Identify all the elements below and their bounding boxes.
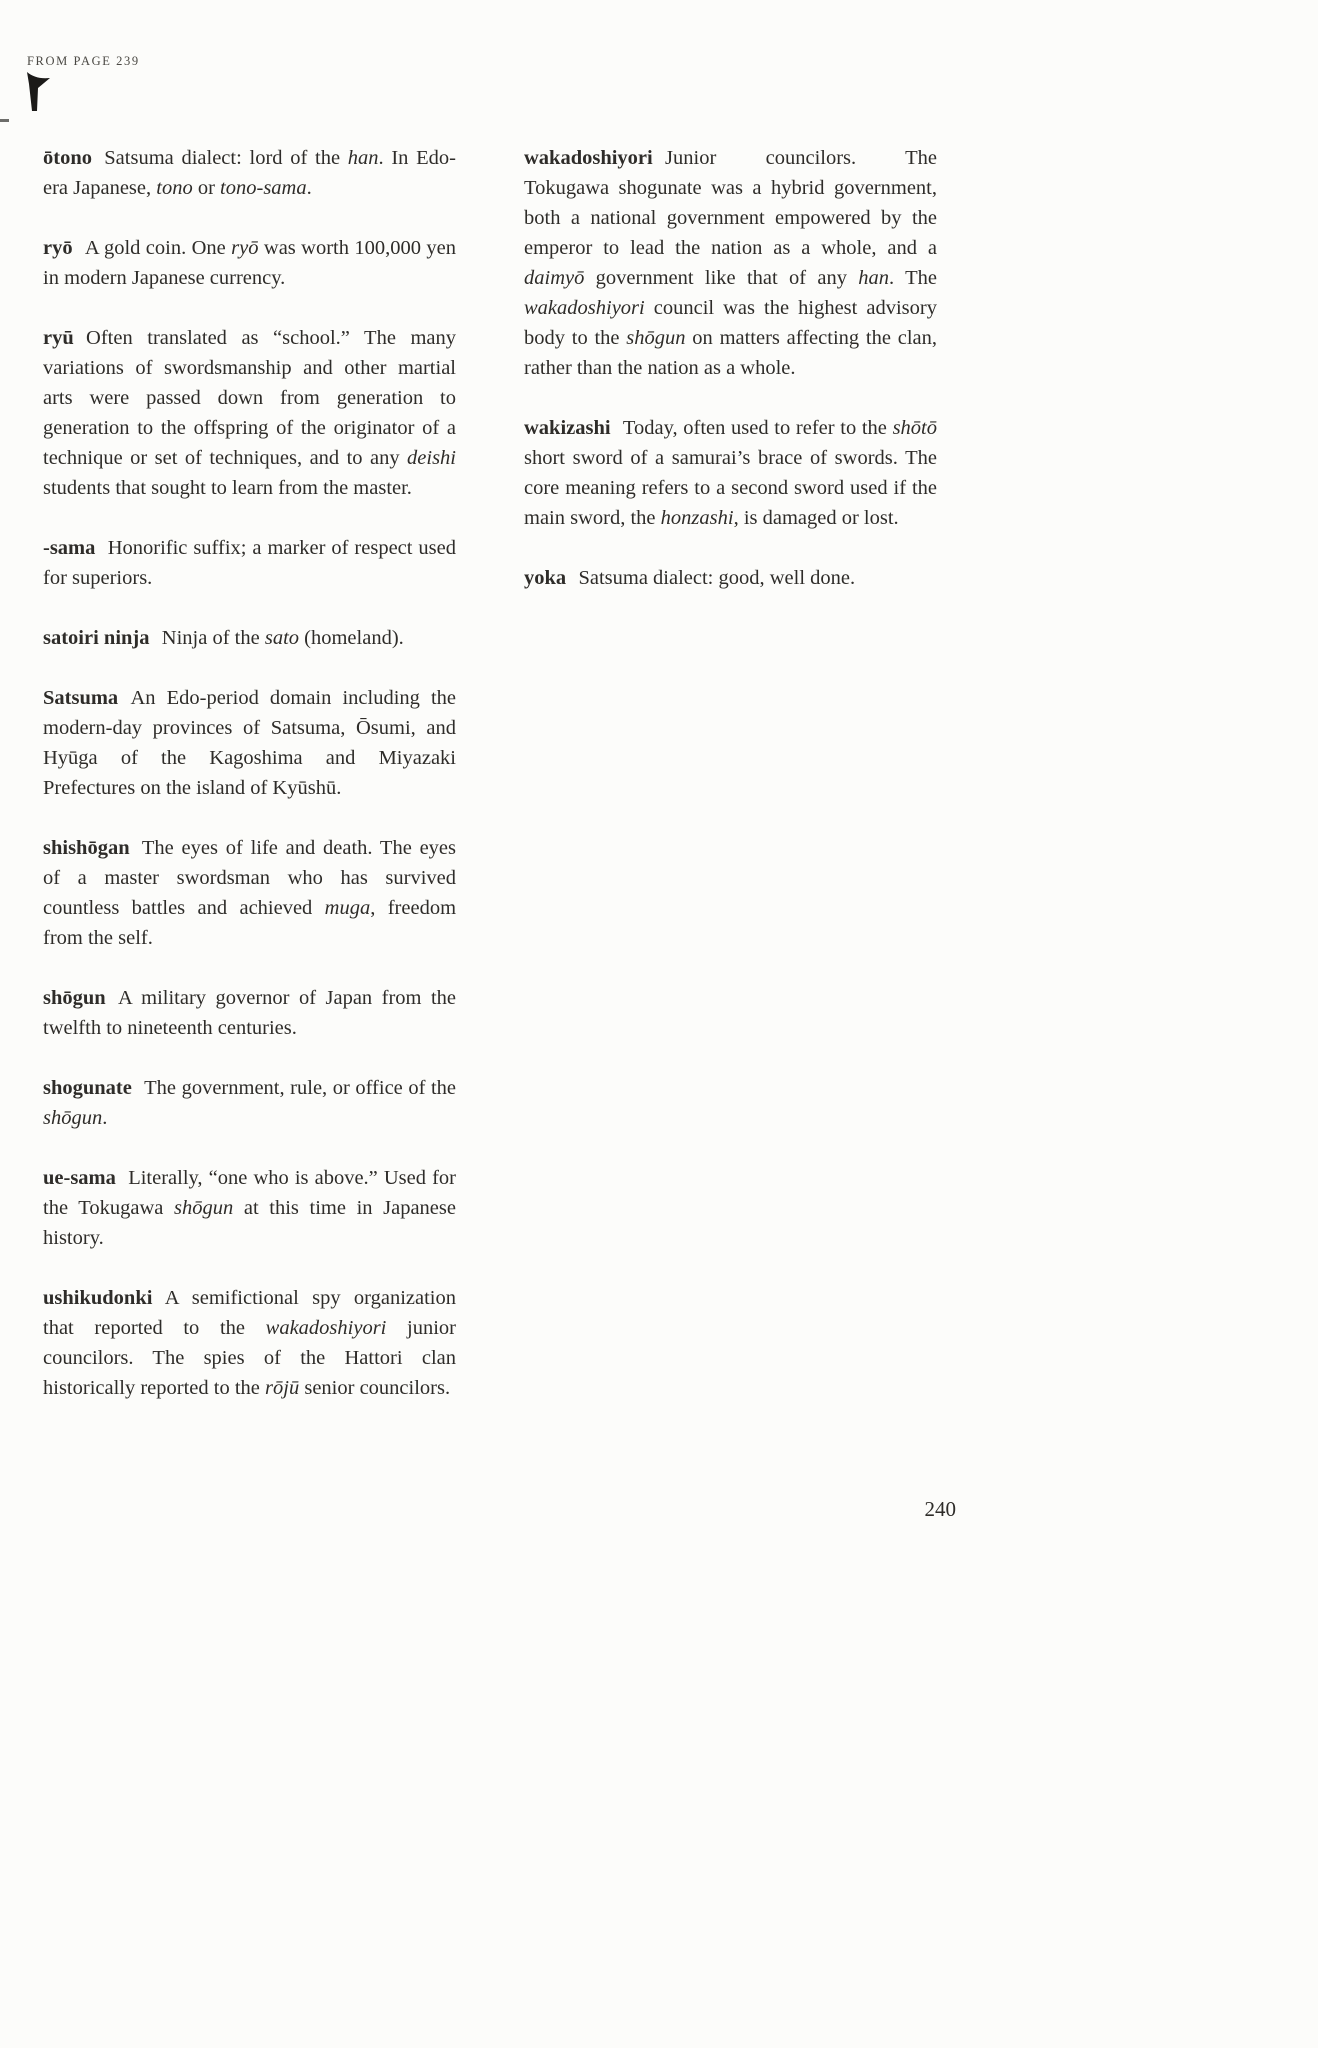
definition-text: junior councilors. The spies of the Hattori clan historically reported to the bbox=[43, 1317, 456, 1399]
definition-text: An Edo-period domain including the modern-day provinces of Satsuma, Ōsumi, and Hyūga of the Kagoshima and Miyazaki Prefectures on the island of Kyūshū. bbox=[43, 687, 456, 799]
glossary-term: ushikudonki bbox=[43, 1287, 153, 1309]
glossary-entry bbox=[43, 1073, 456, 1133]
definition-text: Junior councilors. The Tokugawa shogunate was a hybrid government, both a national government empowered by the emperor to lead the nation as a whole, and a bbox=[524, 147, 937, 259]
glossary-term: ōtono bbox=[43, 147, 92, 169]
definition-text: A gold coin. One bbox=[84, 237, 232, 259]
glossary-entry bbox=[43, 983, 456, 1043]
definition-text: Today, often used to refer to the bbox=[622, 417, 893, 439]
definition-text: . bbox=[306, 177, 312, 199]
definition-italic-text: rōjū bbox=[265, 1377, 300, 1399]
glossary-entry bbox=[43, 623, 456, 653]
definition-italic-text: tono bbox=[156, 177, 193, 199]
definition-text: students that sought to learn from the master. bbox=[43, 477, 412, 499]
definition-text: at this time in Japanese history. bbox=[43, 1197, 456, 1249]
page-number: 240 bbox=[924, 1497, 956, 1521]
glossary-term: wakizashi bbox=[524, 417, 611, 439]
glossary-term: yoka bbox=[524, 567, 567, 589]
glossary-entry bbox=[43, 1283, 456, 1403]
glossary-entry bbox=[524, 413, 937, 533]
edge-mark bbox=[0, 119, 9, 122]
definition-italic-text: shōgun bbox=[174, 1197, 234, 1219]
glossary-entry bbox=[524, 143, 937, 383]
definition-text: Satsuma dialect: lord of the bbox=[104, 147, 348, 169]
definition-italic-text: wakadoshiyori bbox=[524, 297, 645, 319]
definition-text: short sword of a samurai’s brace of swords. The core meaning refers to a second sword used if the main sword, the bbox=[524, 447, 937, 529]
glossary-term: wakadoshiyori bbox=[524, 147, 653, 169]
definition-italic-text: shōgun bbox=[43, 1107, 103, 1129]
definition-text: council was the highest advisory body to the bbox=[524, 297, 937, 349]
glossary-term: shogunate bbox=[43, 1077, 132, 1099]
definition-text: was worth 100,000 yen in modern Japanese currency. bbox=[43, 237, 456, 289]
glossary-entry bbox=[43, 533, 456, 593]
glossary-entry bbox=[43, 143, 456, 203]
definition-text: The eyes of life and death. The eyes of a master swordsman who has survived countless battles and achieved bbox=[43, 837, 456, 919]
definition-italic-text: wakadoshiyori bbox=[265, 1317, 387, 1339]
definition-italic-text: muga bbox=[324, 897, 371, 919]
glossary-column-left bbox=[43, 143, 456, 1403]
definition-text: senior councilors. bbox=[299, 1377, 451, 1399]
glossary-term: shōgun bbox=[43, 987, 106, 1009]
glossary-entry bbox=[43, 683, 456, 803]
definition-italic-text: daimyō bbox=[524, 267, 585, 289]
definition-italic-text: sato bbox=[264, 627, 300, 649]
glossary-term: satoiri ninja bbox=[43, 627, 150, 649]
definition-text: Satsuma dialect: good, well done. bbox=[578, 567, 856, 589]
definition-text: . bbox=[102, 1107, 108, 1129]
glossary-term: ue-sama bbox=[43, 1167, 116, 1189]
glossary-entry bbox=[43, 233, 456, 293]
definition-text: government like that of any bbox=[584, 267, 859, 289]
definition-text: . The bbox=[889, 267, 937, 289]
definition-text: (homeland). bbox=[299, 627, 404, 649]
definition-text: Literally, “one who is above.” Used for the Tokugawa bbox=[43, 1167, 456, 1219]
definition-text: , freedom from the self. bbox=[43, 897, 457, 949]
glossary-entry bbox=[43, 833, 456, 953]
continuation-arrow-icon bbox=[25, 71, 52, 113]
glossary-term: Satsuma bbox=[43, 687, 119, 709]
definition-italic-text: deishi bbox=[407, 447, 456, 469]
glossary-term: ryū bbox=[43, 327, 74, 349]
continuation-label: FROM PAGE 239 bbox=[27, 54, 140, 68]
definition-italic-text: tono-sama bbox=[220, 177, 307, 199]
definition-text: on matters affecting the clan, rather than the nation as a whole. bbox=[524, 327, 937, 379]
definition-text: , is damaged or lost. bbox=[733, 507, 899, 529]
definition-italic-text: honzashi bbox=[660, 507, 734, 529]
definition-text: Often translated as “school.” The many variations of swordsmanship and other martial arts were passed down from generation to generation to the offspring of the originator of a technique or set of techniques, and to any bbox=[43, 327, 456, 469]
definition-italic-text: han bbox=[858, 267, 890, 289]
definition-italic-text: ryō bbox=[231, 237, 259, 259]
glossary-column-right bbox=[524, 143, 937, 593]
definition-italic-text: shōtō bbox=[892, 417, 937, 439]
glossary-entry bbox=[43, 323, 456, 503]
definition-text: A military governor of Japan from the twelfth to nineteenth centuries. bbox=[43, 987, 456, 1039]
glossary-term: shishōgan bbox=[43, 837, 130, 859]
glossary-term: -sama bbox=[43, 537, 96, 559]
definition-text: Honorific suffix; a marker of respect used for superiors. bbox=[43, 537, 456, 589]
definition-text: A semifictional spy organization that reported to the bbox=[43, 1287, 456, 1339]
glossary-term: ryō bbox=[43, 237, 73, 259]
definition-italic-text: han bbox=[347, 147, 379, 169]
definition-italic-text: shōgun bbox=[626, 327, 686, 349]
definition-text: The government, rule, or office of the bbox=[144, 1077, 456, 1099]
glossary-entry bbox=[524, 563, 937, 593]
definition-text: . In Edo-era Japanese, bbox=[43, 147, 456, 199]
definition-text: Ninja of the bbox=[161, 627, 265, 649]
definition-text: or bbox=[192, 177, 221, 199]
glossary-entry bbox=[43, 1163, 456, 1253]
